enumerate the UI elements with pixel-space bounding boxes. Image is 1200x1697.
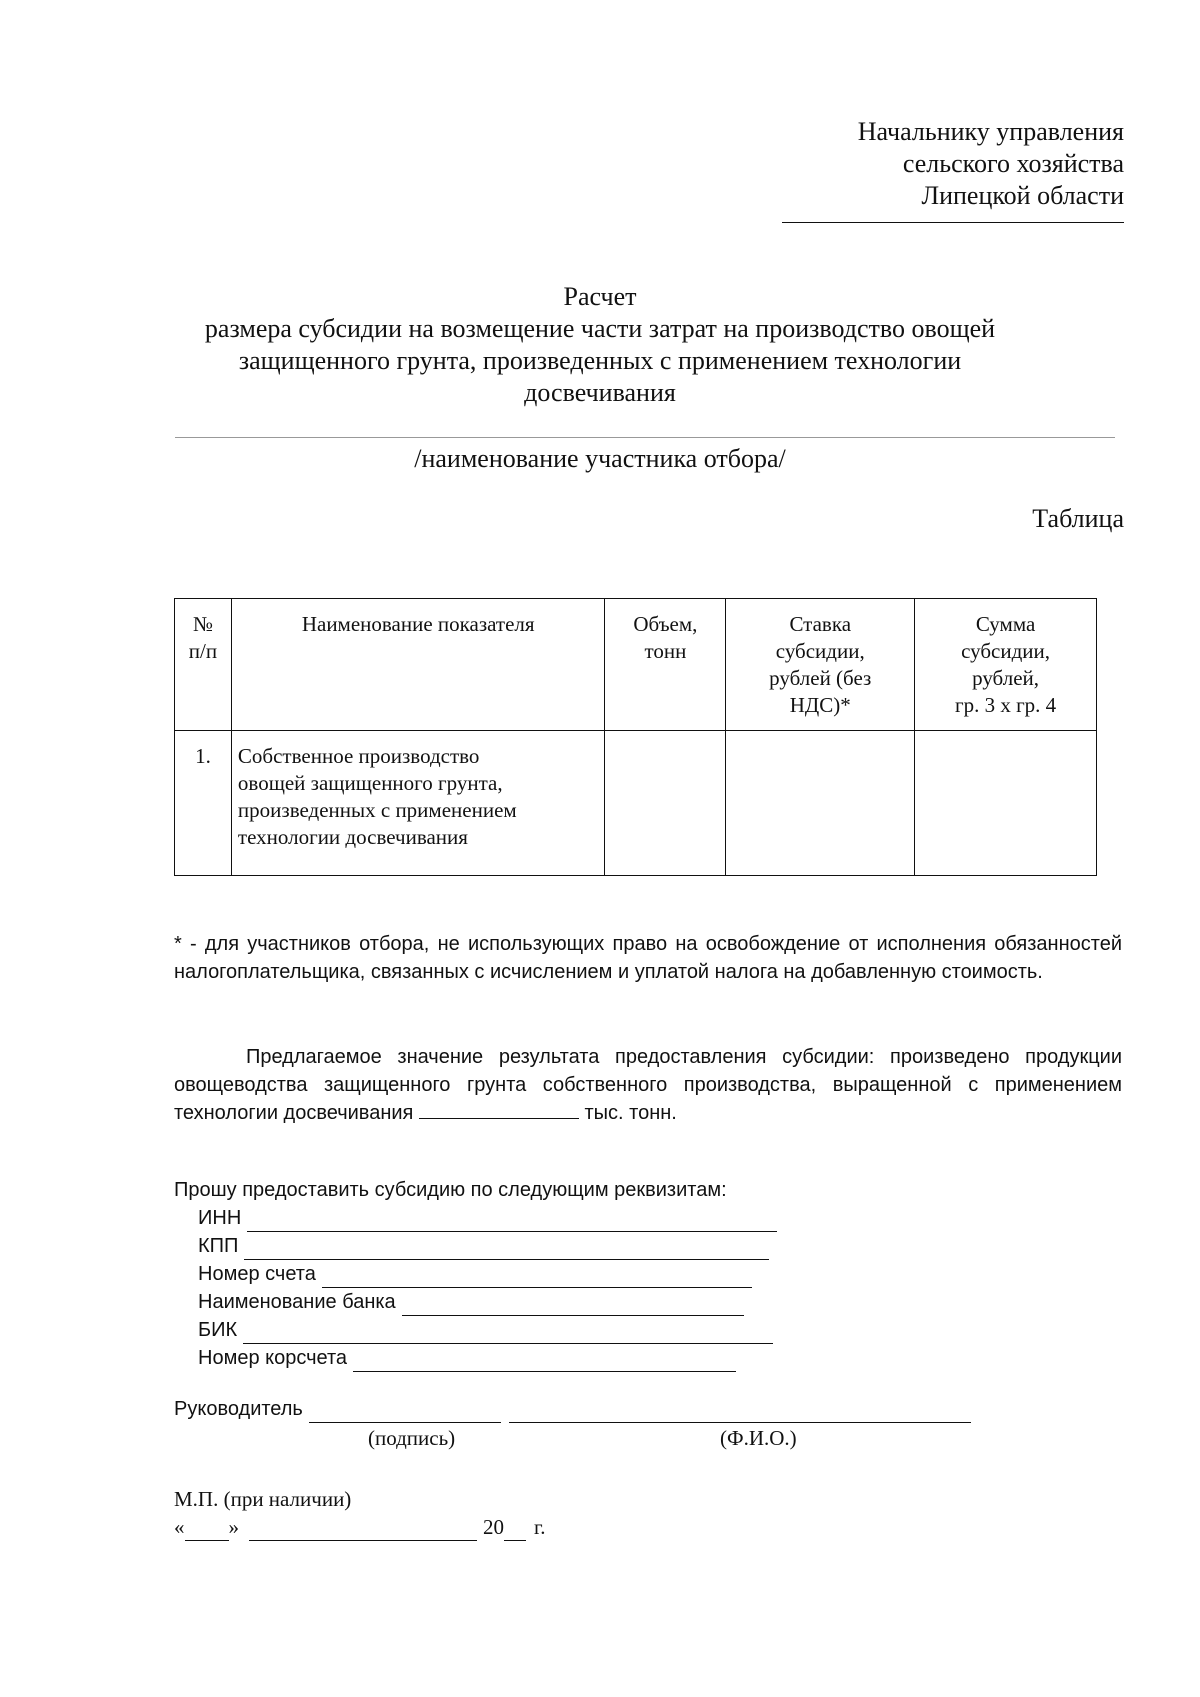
requisites-list: [198, 1204, 777, 1372]
title-line-1: размера субсидии на возмещение части затрат на производство овощей: [204, 314, 996, 343]
inn-input[interactable]: [247, 1209, 777, 1232]
date-open-quote: «: [174, 1515, 185, 1539]
account-input[interactable]: [322, 1265, 752, 1288]
stamp-note: М.П. (при наличии): [174, 1487, 352, 1511]
requisite-corr-account: Номер корсчета: [198, 1344, 777, 1372]
signature-role: Руководитель: [174, 1398, 303, 1420]
header-volume: Объем, тонн: [605, 599, 726, 731]
date-close-quote: »: [228, 1515, 239, 1539]
proposed-result-paragraph: [174, 1043, 1122, 1127]
header-rate: Ставка субсидии, рублей (без НДС)*: [726, 599, 915, 731]
result-text: Предлагаемое значение результата предоставления субсидии: произведено продукции овощеводства защищенного грунта собственного производства, выращенной с применением технологии досвечивания: [174, 1046, 1122, 1124]
document-title: [0, 281, 1200, 409]
requisite-bank: Наименование банка: [198, 1288, 777, 1316]
header-sum: Сумма субсидии, рублей, гр. 3 х гр. 4: [915, 599, 1097, 731]
addressee-line-1: Начальнику управления: [857, 117, 1124, 146]
signature-row: [174, 1395, 971, 1423]
calculation-table: [174, 598, 1097, 876]
addressee-block: [858, 116, 1124, 212]
addressee-signature-line: [782, 222, 1124, 223]
full-name-input[interactable]: [509, 1400, 971, 1423]
footnote: * - для участников отбора, не использующих право на освобождение от исполнения обязанностей налогоплательщика, связанных с исчислением и уплатой налога на добавленную стоимость.: [174, 933, 1122, 983]
full-name-caption: (Ф.И.О.): [720, 1426, 797, 1450]
row-sum-cell[interactable]: [915, 731, 1097, 876]
month-input[interactable]: [249, 1522, 477, 1541]
result-value-blank[interactable]: [419, 1100, 579, 1119]
bik-input[interactable]: [243, 1321, 773, 1344]
title-heading: Расчет: [563, 282, 637, 311]
year-input[interactable]: [504, 1522, 526, 1541]
addressee-line-3: Липецкой области: [921, 181, 1124, 210]
kpp-input[interactable]: [244, 1237, 769, 1260]
requisite-inn: ИНН: [198, 1204, 777, 1232]
row-indicator-name: Собственное производство овощей защищенного грунта, произведенных с применением технологии досвечивания: [231, 731, 605, 876]
requisite-bik: БИК: [198, 1316, 777, 1344]
row-rate-cell[interactable]: [726, 731, 915, 876]
result-unit: тыс. тонн.: [584, 1102, 677, 1124]
table-label: Таблица: [1032, 504, 1124, 533]
signature-caption: (подпись): [368, 1426, 456, 1450]
day-input[interactable]: [185, 1522, 229, 1541]
title-line-3: досвечивания: [524, 378, 676, 407]
participant-caption: /наименование участника отбора/: [414, 444, 786, 473]
year-prefix: 20: [483, 1515, 504, 1539]
participant-name-line: [175, 437, 1115, 438]
header-indicator-name: Наименование показателя: [231, 599, 605, 731]
table-header-row: [175, 599, 1097, 731]
year-suffix: г.: [534, 1515, 546, 1539]
signature-input[interactable]: [309, 1400, 501, 1423]
table-row: [175, 731, 1097, 876]
requisite-account: Номер счета: [198, 1260, 777, 1288]
addressee-line-2: сельского хозяйства: [902, 149, 1124, 178]
bank-input[interactable]: [402, 1293, 744, 1316]
requisite-kpp: КПП: [198, 1232, 777, 1260]
header-num: № п/п: [175, 599, 232, 731]
row-num: 1.: [175, 731, 232, 876]
corr-account-input[interactable]: [353, 1349, 736, 1372]
row-volume-cell[interactable]: [605, 731, 726, 876]
title-line-2: защищенного грунта, произведенных с применением технологии: [238, 346, 962, 375]
requisites-intro: Прошу предоставить субсидию по следующим реквизитам:: [174, 1179, 727, 1201]
date-row: [174, 1514, 546, 1541]
